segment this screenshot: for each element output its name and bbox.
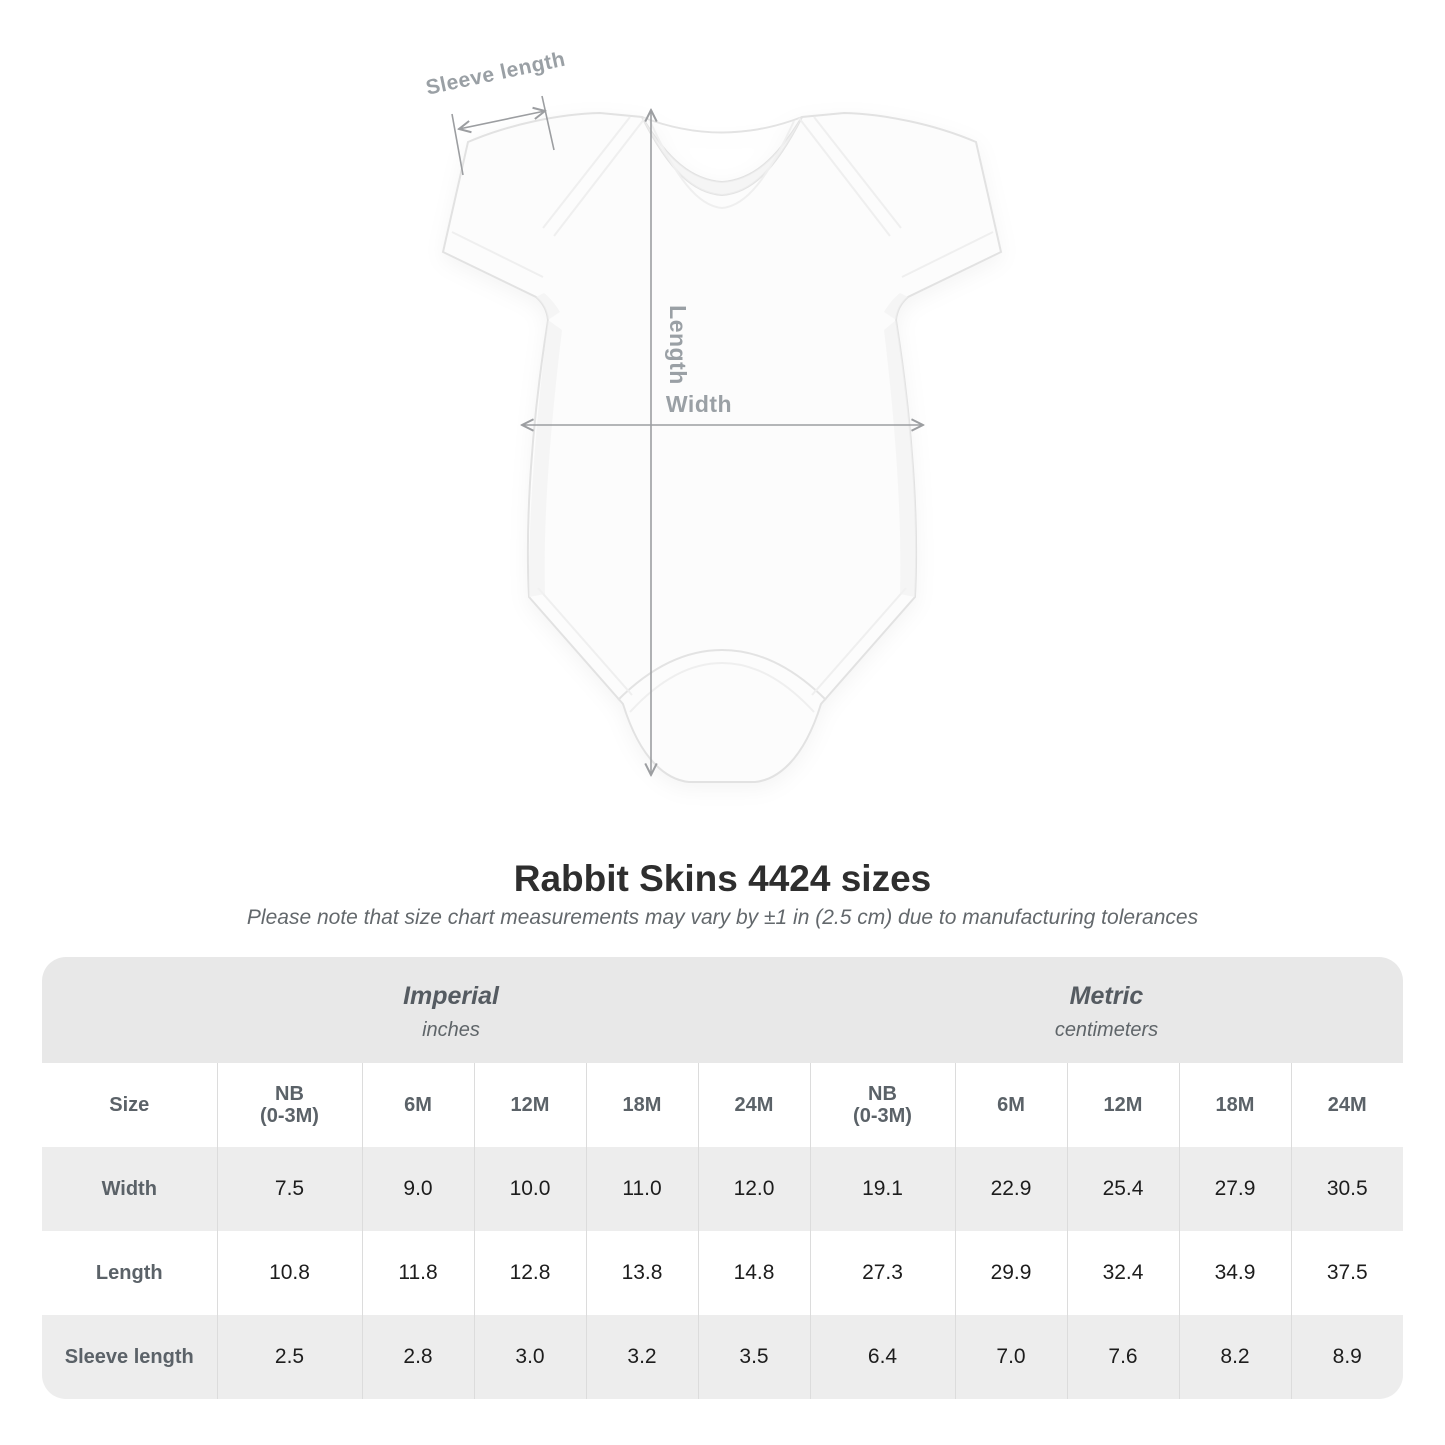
value-cell: 11.0 bbox=[586, 1147, 698, 1231]
value-cell: 9.0 bbox=[362, 1147, 474, 1231]
width-label: Width bbox=[665, 391, 733, 417]
value-cell: 2.5 bbox=[217, 1315, 362, 1399]
value-cell: 19.1 bbox=[810, 1147, 955, 1231]
value-cell: 3.0 bbox=[474, 1315, 586, 1399]
measurement-row-2 bbox=[42, 1315, 1403, 1399]
value-cell: 25.4 bbox=[1067, 1147, 1179, 1231]
value-cell: 3.2 bbox=[586, 1315, 698, 1399]
size-column-header-line1: NB bbox=[275, 1083, 304, 1105]
size-column-header-4: 24M bbox=[698, 1063, 810, 1147]
measurement-row-0 bbox=[42, 1147, 1403, 1231]
size-table bbox=[42, 1063, 1403, 1399]
measurement-row-1 bbox=[42, 1231, 1403, 1315]
row-label-2: Sleeve length bbox=[64, 1345, 194, 1368]
size-column-header-line2: (0-3M) bbox=[853, 1105, 912, 1127]
value-cell: 32.4 bbox=[1067, 1231, 1179, 1315]
value-cell: 11.8 bbox=[362, 1231, 474, 1315]
onesie-silhouette bbox=[443, 113, 1001, 782]
size-column-header-5 bbox=[810, 1063, 955, 1147]
metric-label: Metric bbox=[1069, 982, 1144, 1010]
value-cell: 8.9 bbox=[1291, 1315, 1403, 1399]
row-label-0: Width bbox=[101, 1177, 157, 1200]
value-cell: 7.5 bbox=[217, 1147, 362, 1231]
size-column-header-6: 6M bbox=[955, 1063, 1067, 1147]
size-header-row bbox=[42, 1063, 1403, 1147]
size-column-header-1: 6M bbox=[362, 1063, 474, 1147]
value-cell: 6.4 bbox=[810, 1315, 955, 1399]
size-column-title: Size bbox=[109, 1094, 150, 1116]
value-cell: 12.8 bbox=[474, 1231, 586, 1315]
value-cell: 37.5 bbox=[1291, 1231, 1403, 1315]
sleeve-length-label: Sleeve length bbox=[423, 47, 568, 100]
value-cell: 7.6 bbox=[1067, 1315, 1179, 1399]
size-column-header-3: 18M bbox=[586, 1063, 698, 1147]
value-cell: 12.0 bbox=[698, 1147, 810, 1231]
size-column-header-7: 12M bbox=[1067, 1063, 1179, 1147]
size-column-header-9: 24M bbox=[1291, 1063, 1403, 1147]
value-cell: 14.8 bbox=[698, 1231, 810, 1315]
size-column-header-line1: NB bbox=[868, 1083, 897, 1105]
value-cell: 2.8 bbox=[362, 1315, 474, 1399]
size-column-header-line2: (0-3M) bbox=[260, 1105, 319, 1127]
size-column-header-0 bbox=[217, 1063, 362, 1147]
units-band bbox=[42, 957, 1403, 1063]
metric-unit: centimeters bbox=[1054, 1019, 1159, 1041]
metric-group-header bbox=[810, 957, 1403, 1063]
imperial-unit: inches bbox=[422, 1019, 480, 1041]
value-cell: 22.9 bbox=[955, 1147, 1067, 1231]
value-cell: 8.2 bbox=[1179, 1315, 1291, 1399]
value-cell: 27.3 bbox=[810, 1231, 955, 1315]
value-cell: 3.5 bbox=[698, 1315, 810, 1399]
page-subtitle: Please note that size chart measurements may vary by ±1 in (2.5 cm) due to manufacturing tolerances bbox=[246, 906, 1199, 929]
value-cell: 27.9 bbox=[1179, 1147, 1291, 1231]
onesie-image bbox=[443, 113, 1001, 782]
row-label-1: Length bbox=[95, 1261, 163, 1284]
value-cell: 29.9 bbox=[955, 1231, 1067, 1315]
value-cell: 7.0 bbox=[955, 1315, 1067, 1399]
size-column-header-8: 18M bbox=[1179, 1063, 1291, 1147]
imperial-group-header bbox=[42, 957, 810, 1063]
size-column-header-2: 12M bbox=[474, 1063, 586, 1147]
size-table-card bbox=[42, 957, 1403, 1399]
length-label: Length bbox=[665, 305, 691, 385]
value-cell: 13.8 bbox=[586, 1231, 698, 1315]
value-cell: 34.9 bbox=[1179, 1231, 1291, 1315]
value-cell: 10.8 bbox=[217, 1231, 362, 1315]
value-cell: 30.5 bbox=[1291, 1147, 1403, 1231]
page-title: Rabbit Skins 4424 sizes bbox=[513, 858, 932, 899]
value-cell: 10.0 bbox=[474, 1147, 586, 1231]
imperial-label: Imperial bbox=[403, 982, 499, 1010]
